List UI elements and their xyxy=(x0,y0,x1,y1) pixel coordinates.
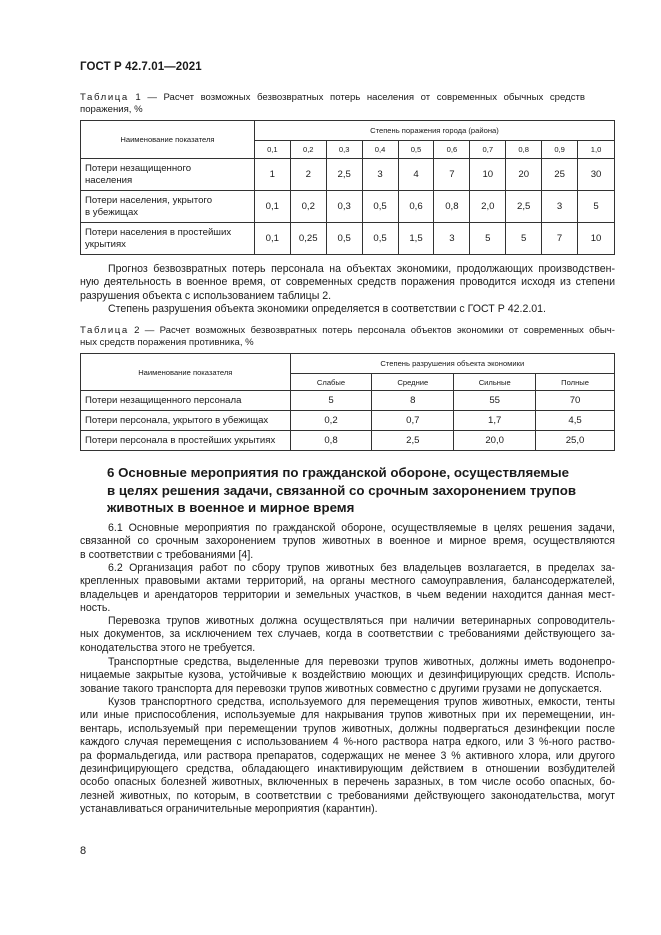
table1 xyxy=(80,120,615,255)
table2-row-label: Потери персонала, укрытого в убежищах xyxy=(81,411,291,431)
table1-degree: 0,1 xyxy=(254,141,290,159)
table2-row xyxy=(81,411,615,431)
table2-caption xyxy=(80,325,615,349)
table2-cell: 0,8 xyxy=(290,431,372,451)
table2-degree: Сильные xyxy=(454,374,536,391)
table2-row-label: Потери незащищенного персонала xyxy=(81,391,291,411)
table1-cell: 2 xyxy=(290,159,326,191)
table1-cell: 0,3 xyxy=(326,191,362,223)
table2-cell: 0,2 xyxy=(290,411,372,431)
table1-cell: 4 xyxy=(398,159,434,191)
table2-cell: 8 xyxy=(372,391,454,411)
table1-cell: 0,6 xyxy=(398,191,434,223)
table2-cell: 70 xyxy=(536,391,615,411)
table2-cell: 2,5 xyxy=(372,431,454,451)
section6-heading: 6 Основные мероприятия по гражданской обороне, осуществляемые в целях решения задачи, связанной со срочным захоронением трупов животных в военное и мирное время xyxy=(107,465,577,515)
table1-cell: 0,5 xyxy=(362,223,398,255)
table1-col-header: Наименование показателя xyxy=(81,121,255,159)
table1-caption xyxy=(80,92,585,116)
table2-cell: 25,0 xyxy=(536,431,615,451)
table2-cell: 1,7 xyxy=(454,411,536,431)
table1-group-header: Степень поражения города (района) xyxy=(254,121,614,141)
paragraph-forecast: Прогноз безвозвратных потерь персонала на объектах экономики, продолжающих производствен- ную деятельность в военное время, от современных средств поражения проводится исходя из степени разрушения объекта с использованием таблицы 2. xyxy=(80,263,615,302)
table1-row-label: Потери незащищенного населения xyxy=(81,159,255,191)
table1-cell: 3 xyxy=(542,191,578,223)
table1-degree: 0,7 xyxy=(470,141,506,159)
table1-degree: 0,2 xyxy=(290,141,326,159)
table1-row xyxy=(81,191,615,223)
table2-degree: Полные xyxy=(536,374,615,391)
table1-degree: 0,4 xyxy=(362,141,398,159)
table2 xyxy=(80,353,615,451)
table1-cell: 0,5 xyxy=(326,223,362,255)
table1-cell: 0,1 xyxy=(254,191,290,223)
paragraph-disinfection: Кузов транспортного средства, используемого для перемещения трупов животных, емкости, тенты или иные приспособления, используемые для накрывания трупов животных при их перемещении, ин- вентарь, используемый при перемещении трупов животных, должны подвергаться дезинфекции после каждого случая перемещения с использованием 4 %-ного раствора натра едкого, или 3 %-ного раство- ра формальдегида, или раствора препаратов, содержащих не менее 3 % активного хлора, или другого дезинфицирующего средства, обладающего инактивирующим действием в отношении возбудителей особо опасных болезней животных, включенных в перечень заразных, в том числе особо опасных, бо- лезней животных, по которым, в соответствии с требованиями действующего законодательства, могут устанавливаться ограничительные мероприятия (карантин). xyxy=(80,696,615,816)
table2-degree: Слабые xyxy=(290,374,372,391)
table1-degree: 0,3 xyxy=(326,141,362,159)
table2-caption-label: Таблица xyxy=(80,325,129,336)
table1-cell: 25 xyxy=(542,159,578,191)
table1-degree: 0,6 xyxy=(434,141,470,159)
table2-cell: 0,7 xyxy=(372,411,454,431)
paragraph-degree: Степень разрушения объекта экономики определяется в соответствии с ГОСТ Р 42.2.01. xyxy=(108,303,547,315)
table1-row-label: Потери населения, укрытого в убежищах xyxy=(81,191,255,223)
table1-cell: 7 xyxy=(542,223,578,255)
table2-row-label: Потери персонала в простейших укрытиях xyxy=(81,431,291,451)
table1-cell: 0,8 xyxy=(434,191,470,223)
table1-cell: 10 xyxy=(578,223,615,255)
table2-degree: Средние xyxy=(372,374,454,391)
table1-cell: 2,5 xyxy=(326,159,362,191)
table2-caption-text-cont: ных средств поражения противника, % xyxy=(80,337,254,348)
table1-cell: 1 xyxy=(254,159,290,191)
table1-cell: 0,25 xyxy=(290,223,326,255)
table2-cell: 5 xyxy=(290,391,372,411)
document-code-header: ГОСТ Р 42.7.01—2021 xyxy=(80,61,202,73)
table1-cell: 3 xyxy=(362,159,398,191)
paragraph-6-1: 6.1 Основные мероприятия по гражданской обороне, осуществляемые в целях решения задачи, связанной со срочным захоронением трупов животных в военное и мирное время, осуществляются в соответствии с требованиями [4]. xyxy=(80,522,615,561)
table1-cell: 7 xyxy=(434,159,470,191)
table1-cell: 5 xyxy=(506,223,542,255)
table1-degree: 0,5 xyxy=(398,141,434,159)
table1-cell: 2,0 xyxy=(470,191,506,223)
table1-cell: 1,5 xyxy=(398,223,434,255)
paragraph-vehicles: Транспортные средства, выделенные для перевозки трупов животных, должны иметь водонепро- ницаемые закрытые кузова, устойчивые к воздействию моющих и дезинфицирующих средств. Исполь- зование такого транспорта для перевозки трупов животных совместно с другими грузами не допускается. xyxy=(80,656,615,695)
table1-degree: 0,8 xyxy=(506,141,542,159)
table2-cell: 55 xyxy=(454,391,536,411)
table2-row xyxy=(81,391,615,411)
table1-degree: 0,9 xyxy=(542,141,578,159)
table1-cell: 5 xyxy=(470,223,506,255)
table2-cell: 4,5 xyxy=(536,411,615,431)
table1-caption-text-cont: поражения, % xyxy=(80,104,143,115)
table2-col-header: Наименование показателя xyxy=(81,354,291,391)
table1-cell: 0,2 xyxy=(290,191,326,223)
table2-row xyxy=(81,431,615,451)
table1-cell: 0,5 xyxy=(362,191,398,223)
table2-caption-text: 2 — Расчет возможных безвозвратных потерь персонала объектов экономики от современных обыч- xyxy=(134,325,615,336)
table1-cell: 10 xyxy=(470,159,506,191)
table2-group-header: Степень разрушения объекта экономики xyxy=(290,354,614,374)
table1-row-label: Потери населения в простейших укрытиях xyxy=(81,223,255,255)
page-number: 8 xyxy=(80,845,87,857)
table1-cell: 30 xyxy=(578,159,615,191)
table1-cell: 0,1 xyxy=(254,223,290,255)
table1-cell: 2,5 xyxy=(506,191,542,223)
table1-cell: 20 xyxy=(506,159,542,191)
table1-caption-text: 1 — Расчет возможных безвозвратных потерь населения от современных обычных средств xyxy=(135,92,585,103)
table1-caption-label: Таблица xyxy=(80,92,129,103)
table1-degree: 1,0 xyxy=(578,141,615,159)
table2-cell: 20,0 xyxy=(454,431,536,451)
table1-row xyxy=(81,223,615,255)
table1-row xyxy=(81,159,615,191)
table1-cell: 3 xyxy=(434,223,470,255)
table1-cell: 5 xyxy=(578,191,615,223)
paragraph-6-2: 6.2 Организация работ по сбору трупов животных без владельцев возлагается, в пределах за- крепленных правовыми актами территорий, на органы местного самоуправления, балансодержателей, владельцев и арендаторов территории и земельных участков, в чьем ведении находится данная мест- ность. xyxy=(80,562,615,615)
paragraph-transport-docs: Перевозка трупов животных должна осуществляться при наличии ветеринарных сопроводитель- ных документов, за исключением тех случаев, когда в соответствии с требованиями действующего за- конодательства этого не требуется. xyxy=(80,615,615,654)
